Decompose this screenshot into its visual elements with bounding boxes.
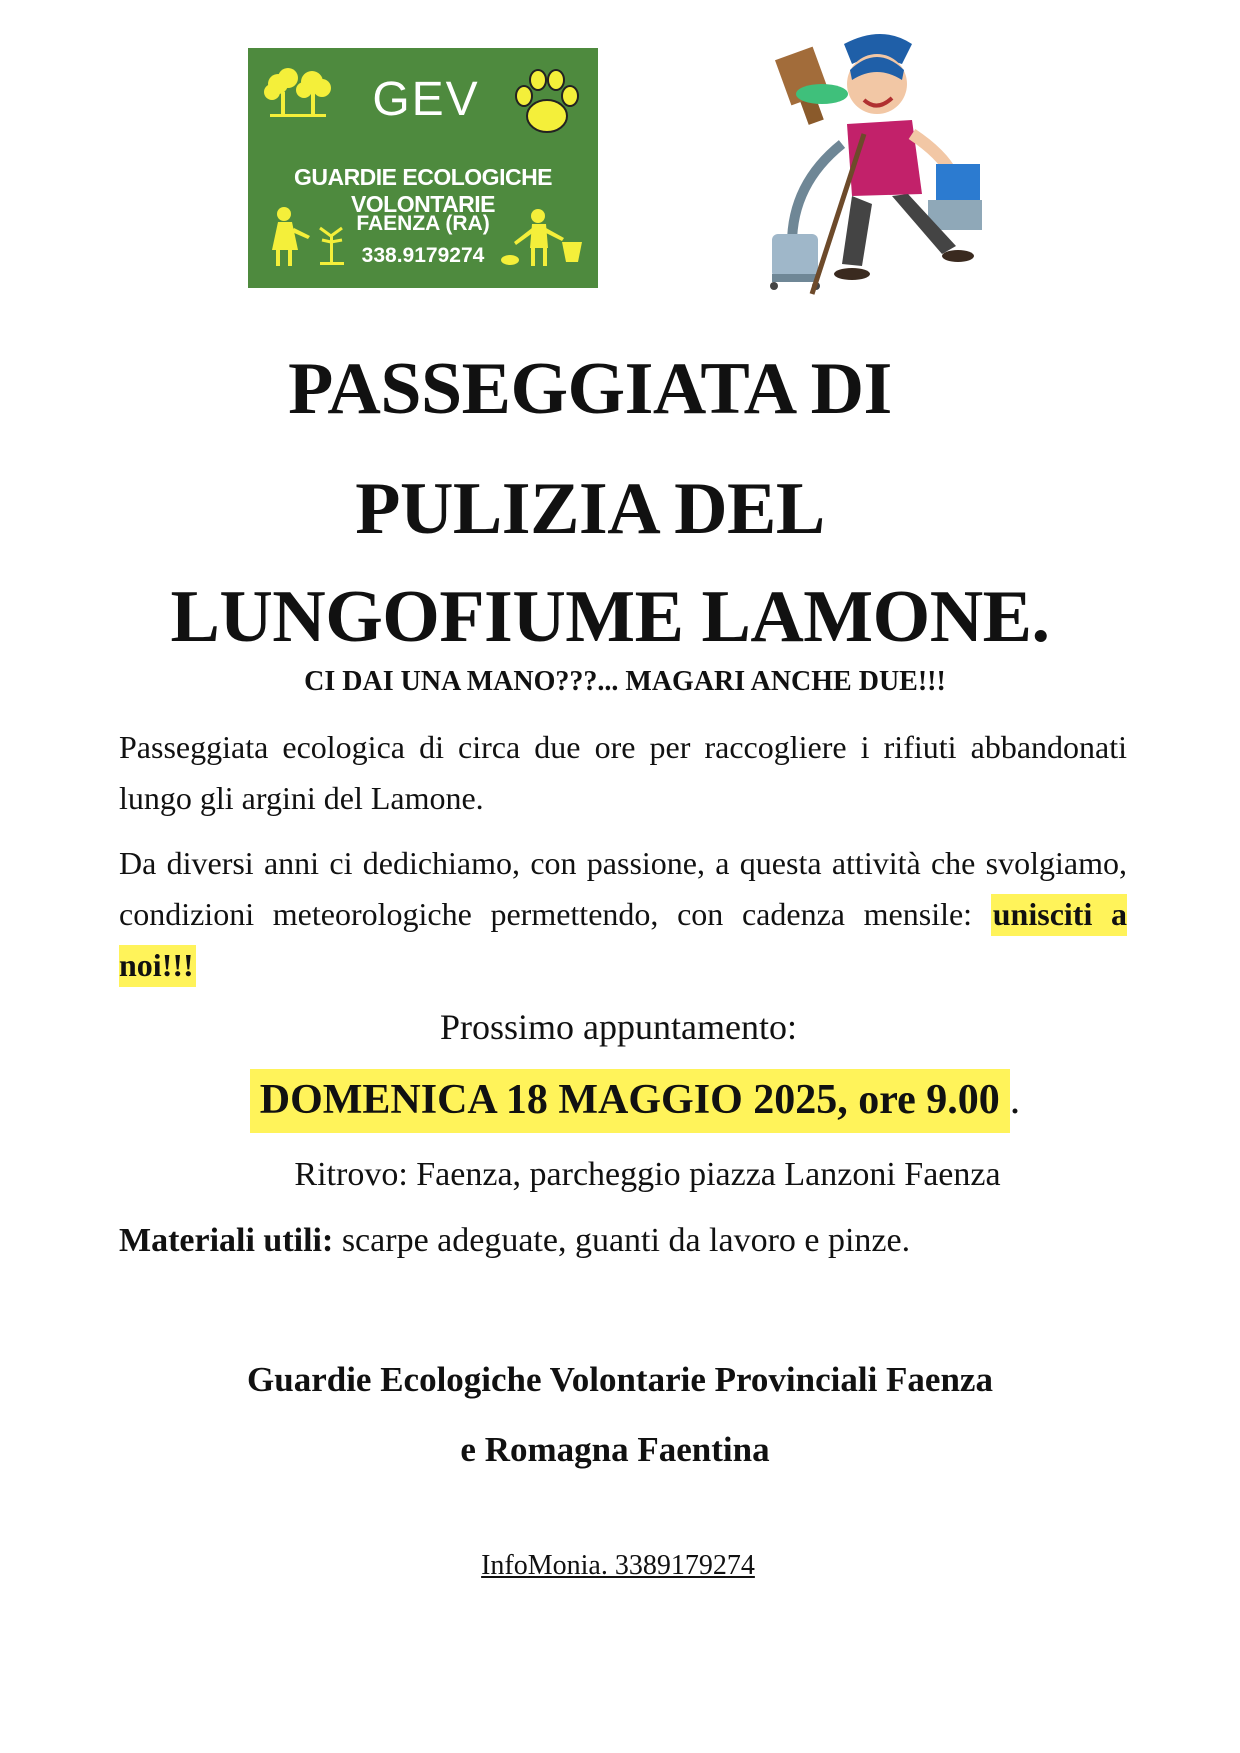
description-paragraph: Passeggiata ecologica di circa due ore per raccogliere i rifiuti abbandonati lungo gli argini del Lamone. <box>119 729 1127 816</box>
activity-text: Da diversi anni ci dedichiamo, con passione, a questa attività che svolgiamo, condizioni meteorologiche permettendo, con cadenza mensile: <box>119 845 1127 932</box>
signature-line-1: Guardie Ecologiche Volontarie Provinciali Faenza <box>247 1360 993 1399</box>
materials-label: Materiali utili: <box>119 1222 334 1259</box>
gev-logo <box>248 48 598 288</box>
logo-acronym: GEV <box>372 73 480 126</box>
event-date: DOMENICA 18 MAGGIO 2025, ore 9.00 <box>250 1069 1010 1133</box>
info-contact: InfoMonia. 3389179274 <box>481 1550 755 1581</box>
logo-city: FAENZA (RA) <box>356 212 490 235</box>
subtitle: CI DAI UNA MANO???... MAGARI ANCHE DUE!!! <box>304 666 946 697</box>
logo-phone: 338.9179274 <box>361 244 485 267</box>
person-cleaning-icon <box>498 208 588 272</box>
paw-icon <box>510 66 584 140</box>
next-appointment-label: Prossimo appuntamento: <box>440 1007 797 1047</box>
event-date-line <box>30 1076 1240 1124</box>
materials-text: scarpe adeguate, guanti da lavoro e pinze. <box>333 1222 911 1259</box>
materials-line <box>119 1222 910 1260</box>
person-planting-icon <box>264 206 354 270</box>
title-line-2: PULIZIA DEL <box>355 468 825 550</box>
activity-paragraph <box>119 838 1127 991</box>
signature-line-2: e Romagna Faentina <box>460 1430 770 1469</box>
title-line-1: PASSEGGIATA DI <box>288 348 892 430</box>
join-us-highlight: unisciti a noi!!! <box>119 894 1127 987</box>
cleaning-lady-cartoon-icon <box>752 24 1052 312</box>
title-line-3: LUNGOFIUME LAMONE. <box>170 576 1050 658</box>
logo-organization: GUARDIE ECOLOGICHE VOLONTARIE <box>293 164 553 217</box>
meeting-point: Ritrovo: Faenza, parcheggio piazza Lanzoni Faenza <box>294 1156 1001 1193</box>
tree-icon <box>262 66 334 124</box>
event-date-suffix: . <box>1009 1077 1021 1123</box>
